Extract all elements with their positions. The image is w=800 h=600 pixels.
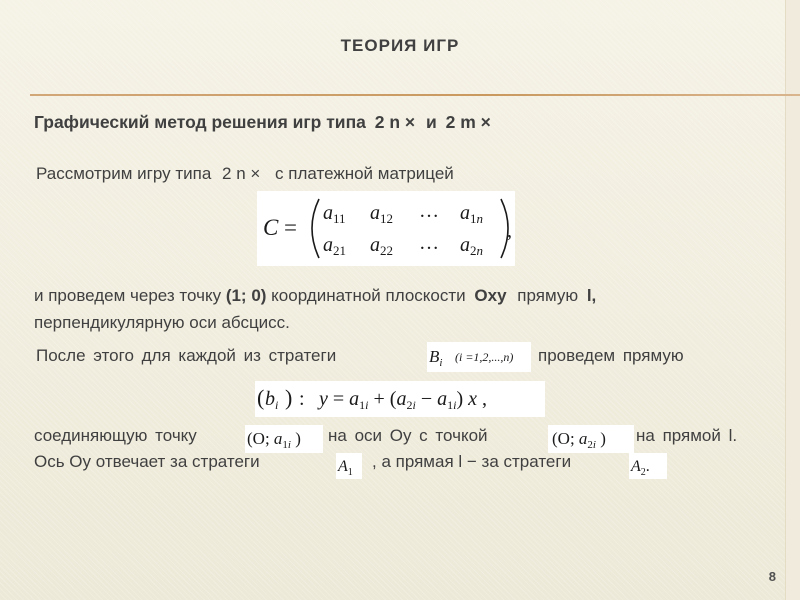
payoff-matrix-formula <box>257 191 515 266</box>
matrix-trailing-comma: , <box>507 220 512 242</box>
line3-text-a: После этого для каждой из стратеги <box>36 346 337 365</box>
strategy-bi: $B_i$ <box>429 347 443 369</box>
line4-text-e: , а прямая l − за стратеги <box>372 452 572 471</box>
matrix-eq: = <box>284 215 297 240</box>
line-bi-svg <box>255 381 545 417</box>
paragraph-line-1 <box>36 164 454 184</box>
line2-text-c: прямую <box>517 286 579 305</box>
line4-text-a: соединяющую точку <box>34 426 197 445</box>
cell-dots-1: … <box>419 200 439 222</box>
paragraph-line-2b: перпендикулярную оси абсцисс. <box>34 313 290 332</box>
paragraph-line-4b <box>34 452 260 472</box>
slide-title: ТЕОРИЯ ИГР <box>340 36 460 55</box>
cell-a11: $a_{11}$ <box>323 202 346 226</box>
point2-svg <box>548 425 634 453</box>
matrix-name: C <box>263 215 279 240</box>
paragraph-line-3 <box>36 346 336 366</box>
a2-text: $A_2$. <box>631 458 650 478</box>
cell-a1n: $a_1n$ <box>460 202 483 226</box>
point2-text: (O; $a_2i$ ) <box>552 429 606 451</box>
subtitle-expr-1: 2 n × <box>374 112 416 132</box>
line4-text-c: на прямой l. <box>636 426 738 445</box>
strategy-range: (i =1,2,...,n) <box>455 350 514 364</box>
strategy-a1 <box>336 453 362 479</box>
slide-subtitle <box>34 112 491 133</box>
subtitle-conj: и <box>426 112 437 132</box>
cell-dots-2: … <box>419 232 439 254</box>
page-number: 8 <box>768 569 776 584</box>
subtitle-text: Графический метод решения игр типа <box>34 112 366 132</box>
line-bi-formula <box>255 381 545 417</box>
point-o-a2i <box>548 425 634 453</box>
title-divider <box>30 94 800 96</box>
strategy-svg <box>427 342 531 372</box>
line4-text-b: на оси Oy с точкой <box>328 426 488 445</box>
bi-close: ) <box>285 385 293 410</box>
point1-text: (O; $a_1i$ ) <box>247 429 301 451</box>
bi-equation: $y = a_1i + (a_2i - a_1i)$ x , <box>319 388 487 412</box>
cell-a2n: $a_2n$ <box>460 234 483 258</box>
line2-text-a: и проведем через точку <box>34 286 222 305</box>
paragraph-line-4 <box>34 426 197 446</box>
cell-a21: $a_{21}$ <box>323 234 346 258</box>
a1-text: $A_1$ <box>338 458 353 478</box>
bi-label: $b_i$ <box>265 388 279 412</box>
cell-a12: $a_{12}$ <box>370 202 393 226</box>
line2-point: (1; 0) <box>225 286 267 305</box>
line3-text-b: проведем прямую <box>538 346 684 365</box>
bi-open: ( <box>257 385 265 410</box>
strategy-formula <box>427 342 531 372</box>
line4-text-d: Ось Oy отвечает за стратеги <box>34 452 260 471</box>
bi-colon: : <box>299 388 305 410</box>
line1-expr: 2 n × <box>222 164 261 183</box>
subtitle-expr-2: 2 m × <box>445 112 491 132</box>
paragraph-line-2 <box>34 286 596 306</box>
a1-svg <box>336 453 362 479</box>
line2-plane: Oxy <box>474 286 507 305</box>
line2-line-name: l, <box>586 286 597 305</box>
point-o-a1i <box>245 425 323 453</box>
matrix-svg <box>257 191 515 266</box>
slide-right-border <box>785 0 800 600</box>
cell-a22: $a_{22}$ <box>370 234 393 258</box>
left-paren <box>312 199 319 258</box>
strategy-a2 <box>629 453 667 479</box>
a2-svg <box>629 453 667 479</box>
line1-post: с платежной матрицей <box>275 164 454 183</box>
line2-text-b: координатной плоскости <box>271 286 466 305</box>
line1-pre: Рассмотрим игру типа <box>36 164 212 183</box>
point1-svg <box>245 425 323 453</box>
